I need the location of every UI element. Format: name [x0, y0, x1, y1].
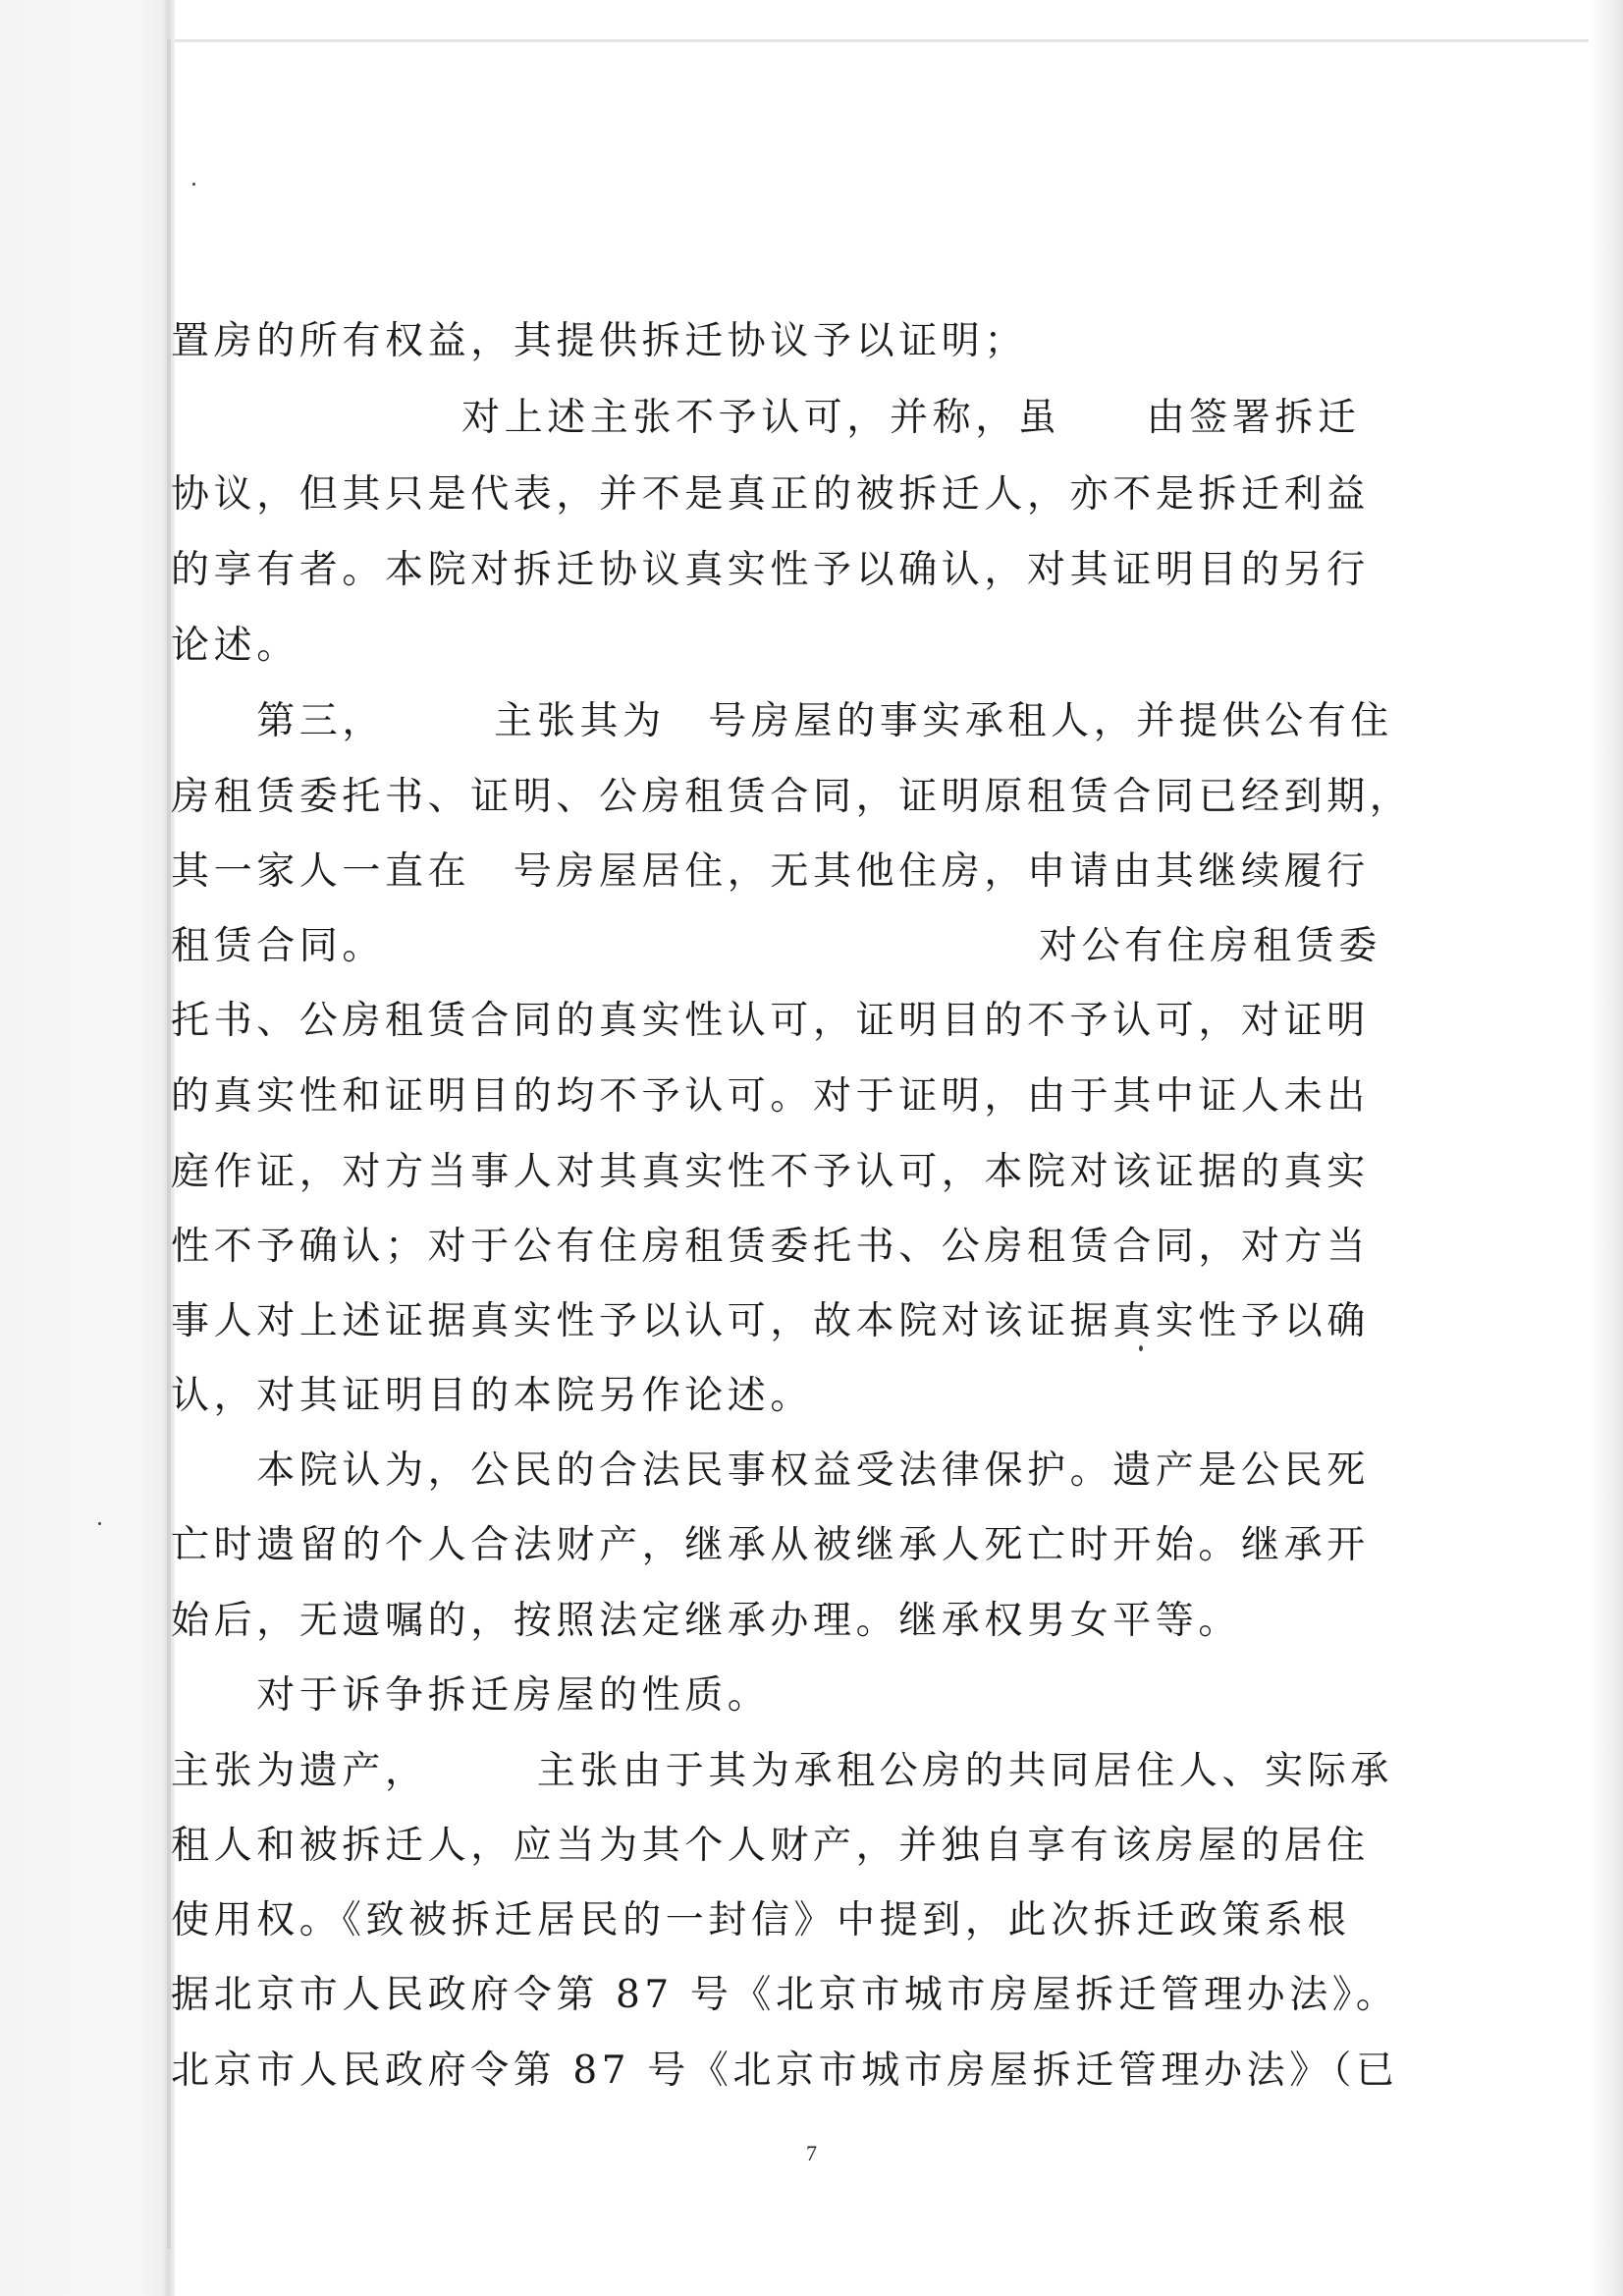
text-line-9: 租赁合同。 [171, 924, 386, 968]
text-line-17: 本院认为，公民的合法民事权益受法律保护。遗产是公民死 [171, 1449, 1370, 1493]
text-line-5: 论述。 [171, 624, 299, 668]
text-line-14: 性不予确认；对于公有住房租赁委托书、公房租赁合同，对方当 [171, 1225, 1370, 1269]
text-line-22: 租人和被拆迁人，应当为其个人财产，并独自享有该房屋的居住 [171, 1824, 1370, 1868]
text-line-4: 的享有者。本院对拆迁协议真实性予以确认，对其证明目的另行 [171, 548, 1370, 592]
page-number: 7 [806, 2141, 817, 2165]
text-line-25: 北京市人民政府令第 87 号《北京市城市房屋拆迁管理办法》（已 [171, 2049, 1399, 2093]
page-top-edge [175, 39, 1589, 42]
text-line-8: 其一家人一直在 号房屋居住，无其他住房，申请由其继续履行 [171, 849, 1370, 894]
scan-speck [98, 1522, 101, 1525]
text-line-16: 认，对其证明目的本院另作论述。 [171, 1374, 814, 1418]
text-line-6: 第三， 主张其为 号房屋的事实承租人，并提供公有住 [171, 699, 1393, 743]
binding-shadow [0, 0, 175, 2296]
scan-speck [1139, 1345, 1143, 1351]
text-line-20: 对于诉争拆迁房屋的性质。 [171, 1673, 771, 1718]
text-line-24: 据北京市人民政府令第 87 号《北京市城市房屋拆迁管理办法》。 [171, 1973, 1399, 2017]
text-line-11: 托书、公房租赁合同的真实性认可，证明目的不予认可，对证明 [171, 999, 1370, 1043]
text-line-7: 房租赁委托书、证明、公房租赁合同，证明原租赁合同已经到期， [171, 775, 1413, 819]
text-line-2: 对上述主张不予认可，并称，虽 由签署拆迁 [461, 396, 1361, 440]
page-right-edge [1591, 0, 1623, 2296]
text-line-23: 使用权。《致被拆迁居民的一封信》中提到，此次拆迁政策系根 [171, 1898, 1351, 1942]
text-line-13: 庭作证，对方当事人对其真实性不予认可，本院对该证据的真实 [171, 1150, 1370, 1194]
text-line-10: 对公有住房租赁委 [1039, 924, 1381, 968]
text-line-1: 置房的所有权益，其提供拆迁协议予以证明； [171, 319, 1028, 363]
text-line-21: 主张为遗产， 主张由于其为承租公房的共同居住人、实际承 [171, 1749, 1393, 1793]
text-line-3: 协议，但其只是代表，并不是真正的被拆迁人，亦不是拆迁利益 [171, 472, 1370, 517]
scan-speck [192, 183, 195, 186]
text-line-19: 始后，无遗嘱的，按照法定继承办理。继承权男女平等。 [171, 1599, 1242, 1643]
text-line-15: 事人对上述证据真实性予以认可，故本院对该证据真实性予以确 [171, 1299, 1370, 1343]
text-line-12: 的真实性和证明目的均不予认可。对于证明，由于其中证人未出 [171, 1074, 1370, 1119]
text-line-18: 亡时遗留的个人合法财产，继承从被继承人死亡时开始。继承开 [171, 1523, 1370, 1567]
